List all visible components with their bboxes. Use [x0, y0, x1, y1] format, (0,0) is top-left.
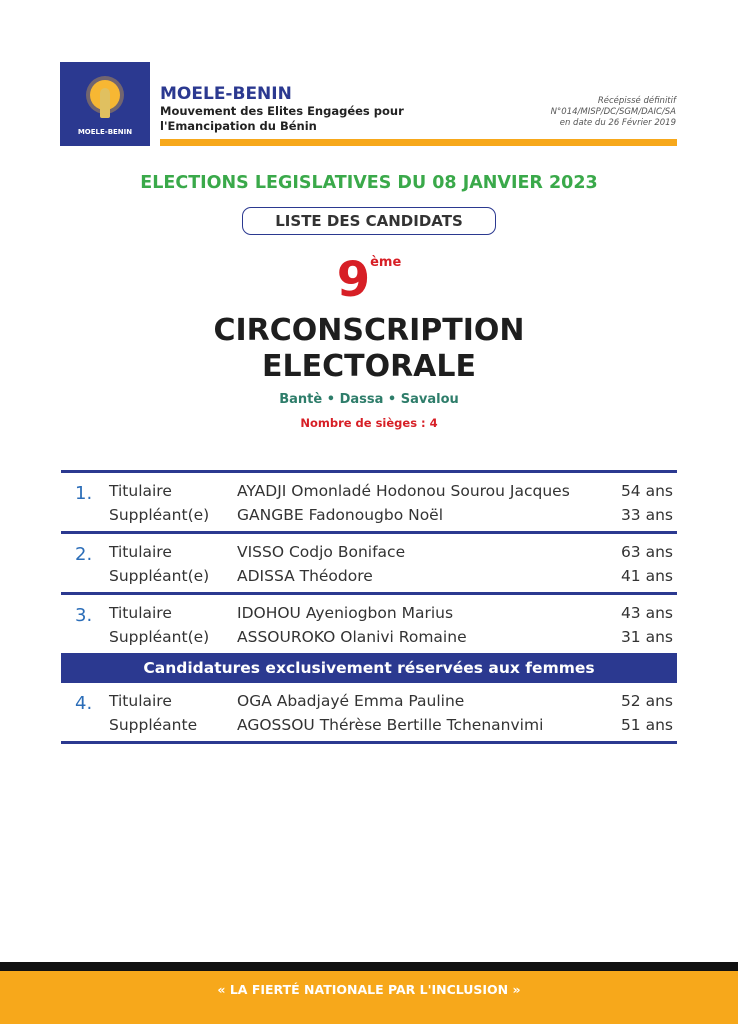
candidate-group — [61, 592, 677, 653]
candidate-role: Suppléante — [109, 716, 198, 734]
candidate-name: IDOHOU Ayeniogbon Marius — [237, 604, 454, 622]
organization-subtitle — [160, 104, 420, 134]
table-row — [61, 713, 677, 737]
candidate-name: OGA Abadjayé Emma Pauline — [237, 692, 465, 710]
table-row — [61, 601, 677, 625]
organization-name: MOELE-BENIN — [160, 84, 292, 104]
candidate-name: GANGBE Fadonougbo Noël — [237, 506, 444, 524]
candidate-role: Titulaire — [109, 692, 172, 710]
candidate-group — [61, 683, 677, 744]
header-divider — [160, 139, 677, 146]
candidate-role: Titulaire — [109, 543, 172, 561]
candidate-age: 33 ans — [620, 506, 673, 524]
table-row — [61, 689, 677, 713]
circonscription-title-line-2: ELECTORALE — [261, 349, 476, 384]
footer-slogan: « LA FIERTÉ NATIONALE PAR L'INCLUSION » — [217, 982, 521, 997]
candidate-role: Titulaire — [109, 482, 172, 500]
candidate-group-number: 2. — [75, 544, 93, 565]
women-reserved-banner: Candidatures exclusivement réservées aux femmes — [61, 653, 677, 683]
receipt-line-3: en date du 26 Février 2019 — [559, 118, 676, 128]
circonscription-number-suffix: ème — [370, 255, 402, 270]
candidate-age: 41 ans — [620, 567, 673, 585]
commune-separator: • — [387, 392, 397, 407]
candidate-age: 51 ans — [620, 716, 673, 734]
table-row — [61, 564, 677, 588]
organization-subtitle-line-1: Mouvement des Elites Engagées pour — [160, 104, 404, 118]
candidate-age: 52 ans — [620, 692, 673, 710]
candidate-age: 54 ans — [620, 482, 673, 500]
circonscription-number — [0, 252, 738, 308]
table-row — [61, 625, 677, 649]
registration-receipt — [551, 96, 676, 129]
candidate-list-label: LISTE DES CANDIDATS — [242, 207, 496, 235]
organization-subtitle-line-2: l'Emancipation du Bénin — [160, 119, 317, 133]
candidate-role: Suppléant(e) — [109, 628, 210, 646]
candidate-role: Titulaire — [109, 604, 172, 622]
candidate-age: 31 ans — [620, 628, 673, 646]
candidate-name: AGOSSOU Thérèse Bertille Tchenanvimi — [237, 716, 544, 734]
candidate-group — [61, 470, 677, 531]
candidate-group-number: 4. — [75, 693, 93, 714]
table-row — [61, 540, 677, 564]
table-row — [61, 503, 677, 527]
candidate-name: ASSOUROKO Olanivi Romaine — [237, 628, 467, 646]
party-logo — [60, 62, 150, 146]
candidate-group-number: 3. — [75, 605, 93, 626]
candidate-table — [61, 470, 677, 744]
candidate-age: 63 ans — [620, 543, 673, 561]
candidate-age: 43 ans — [620, 604, 673, 622]
commune-separator: • — [326, 392, 336, 407]
commune-name: Savalou — [400, 392, 459, 407]
candidate-name: VISSO Codjo Boniface — [237, 543, 406, 561]
person-figure-icon — [100, 88, 110, 118]
elections-title: ELECTIONS LEGISLATIVES DU 08 JANVIER 2023 — [140, 173, 598, 193]
candidate-name: ADISSA Théodore — [237, 567, 373, 585]
receipt-line-2: N°014/MISP/DC/SGM/DAIC/SA — [550, 107, 676, 117]
logo-text: MOELE-BENIN — [77, 128, 133, 136]
commune-name: Dassa — [339, 392, 384, 407]
table-row — [61, 479, 677, 503]
candidate-name: AYADJI Omonladé Hodonou Sourou Jacques — [237, 482, 570, 500]
communes-list — [0, 392, 738, 407]
candidate-group — [61, 531, 677, 592]
candidate-group-number: 1. — [75, 483, 93, 504]
candidate-role: Suppléant(e) — [109, 506, 210, 524]
circonscription-title-line-1: CIRCONSCRIPTION — [213, 313, 525, 348]
footer-band — [0, 971, 738, 1024]
receipt-line-1: Récépissé définitif — [597, 96, 676, 106]
seat-count: Nombre de sièges : 4 — [300, 416, 438, 430]
circonscription-title — [0, 313, 738, 385]
footer-divider — [0, 962, 738, 971]
circonscription-number-value: 9 — [336, 252, 371, 308]
commune-name: Bantè — [279, 392, 323, 407]
candidate-role: Suppléant(e) — [109, 567, 210, 585]
